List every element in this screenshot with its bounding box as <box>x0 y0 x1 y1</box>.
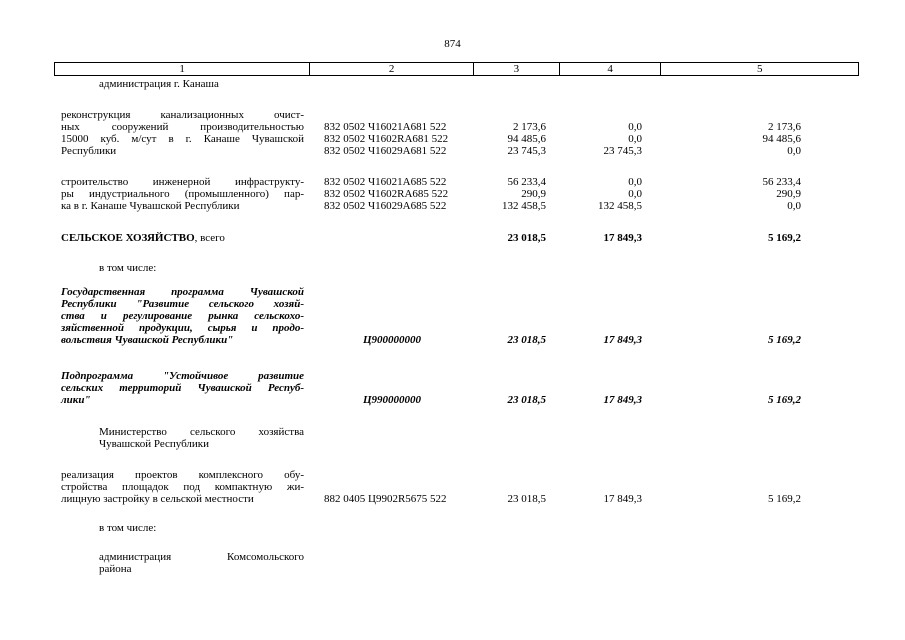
col3-value: 132 458,5 <box>502 200 546 212</box>
col3-value: 290,9 <box>521 188 546 200</box>
col4-value: 23 745,3 <box>603 145 642 157</box>
col5-value: 290,9 <box>776 188 801 200</box>
col5-value: 56 233,4 <box>762 176 801 188</box>
row-label: в том числе: <box>99 262 157 274</box>
row-label-line: Республики <box>61 145 117 157</box>
col4-value: 0,0 <box>628 133 642 145</box>
header-col-4: 4 <box>560 63 662 75</box>
row-label-line: Республики "Развитие сельского хозяй- <box>61 298 304 310</box>
table-header <box>54 62 859 76</box>
col4-value: 0,0 <box>628 188 642 200</box>
budget-code: 832 0502 Ч16021А685 522 <box>324 176 447 188</box>
col3-value: 23 018,5 <box>507 232 546 244</box>
col5-value: 0,0 <box>787 200 801 212</box>
row-label-line: района <box>99 563 132 575</box>
header-col-5: 5 <box>756 63 763 75</box>
header-col-1: 1 <box>55 63 310 75</box>
row-label-line: вольствия Чувашской Республики" <box>61 334 234 346</box>
row-label-line: ных сооружений производительностью <box>61 121 304 133</box>
page-number: 874 <box>444 38 461 50</box>
row-label-line: ры индустриального (промышленного) пар- <box>61 188 304 200</box>
row-label-line: реконструкция канализационных очист- <box>61 109 304 121</box>
col3-value: 23 018,5 <box>507 493 546 505</box>
col5-value: 94 485,6 <box>762 133 801 145</box>
header-col-3: 3 <box>474 63 560 75</box>
col3-value: 2 173,6 <box>513 121 546 133</box>
budget-code: 882 0405 Ц9902R5675 522 <box>324 493 447 505</box>
row-label-line: Подпрограмма "Устойчивое развитие <box>61 370 304 382</box>
row-label-line: сельских территорий Чувашской Респуб- <box>61 382 304 394</box>
budget-code: 832 0502 Ч16029А681 522 <box>324 145 447 157</box>
col4-value: 17 849,3 <box>603 334 642 346</box>
budget-code: 832 0502 Ч16021А681 522 <box>324 121 447 133</box>
col3-value: 94 485,6 <box>507 133 546 145</box>
col3-value: 23 018,5 <box>507 334 546 346</box>
col4-value: 0,0 <box>628 176 642 188</box>
row-label-line: лики" <box>61 394 91 406</box>
col4-value: 17 849,3 <box>603 232 642 244</box>
col3-value: 56 233,4 <box>507 176 546 188</box>
row-label-line: Чувашской Республики <box>99 438 210 450</box>
col3-value: 23 018,5 <box>507 394 546 406</box>
col5-value: 5 169,2 <box>768 394 801 406</box>
col5-value: 5 169,2 <box>768 493 801 505</box>
row-label-line: 15000 куб. м/сут в г. Канаше Чувашской <box>61 133 304 145</box>
row-label-line: Министерство сельского хозяйства <box>99 426 304 438</box>
row-label-line: лищную застройку в сельской местности <box>61 493 254 505</box>
row-label: в том числе: <box>99 522 157 534</box>
section-title: СЕЛЬСКОЕ ХОЗЯЙСТВО <box>61 232 195 244</box>
row-label-line: администрация Комсомольского <box>99 551 304 563</box>
row-label-line: реализация проектов комплексного обу- <box>61 469 304 481</box>
section-title-suffix: , всего <box>194 232 225 244</box>
row-label-line: зяйственной продукции, сырья и продо- <box>61 322 304 334</box>
row-label-line: ка в г. Канаше Чувашской Республики <box>61 200 240 212</box>
col4-value: 17 849,3 <box>603 493 642 505</box>
row-label-line: Государственная программа Чувашской <box>61 286 304 298</box>
col4-value: 132 458,5 <box>598 200 642 212</box>
col5-value: 5 169,2 <box>768 334 801 346</box>
budget-code: 832 0502 Ч1602RА685 522 <box>324 188 449 200</box>
row-label: администрация г. Канаша <box>99 78 219 90</box>
col3-value: 23 745,3 <box>507 145 546 157</box>
program-code: Ц900000000 <box>362 334 422 346</box>
col4-value: 0,0 <box>628 121 642 133</box>
row-label-line: стройства площадок под компактную жи- <box>61 481 304 493</box>
row-label-line: строительство инженерной инфраструкту- <box>61 176 304 188</box>
col5-value: 0,0 <box>787 145 801 157</box>
row-label-line: ства и регулирование рынка сельскохо- <box>61 310 304 322</box>
col5-value: 2 173,6 <box>768 121 801 133</box>
budget-code: 832 0502 Ч1602RА681 522 <box>324 133 449 145</box>
budget-code: 832 0502 Ч16029А685 522 <box>324 200 447 212</box>
header-col-2: 2 <box>310 63 474 75</box>
col5-value: 5 169,2 <box>768 232 801 244</box>
program-code: Ц990000000 <box>362 394 422 406</box>
col4-value: 17 849,3 <box>603 394 642 406</box>
